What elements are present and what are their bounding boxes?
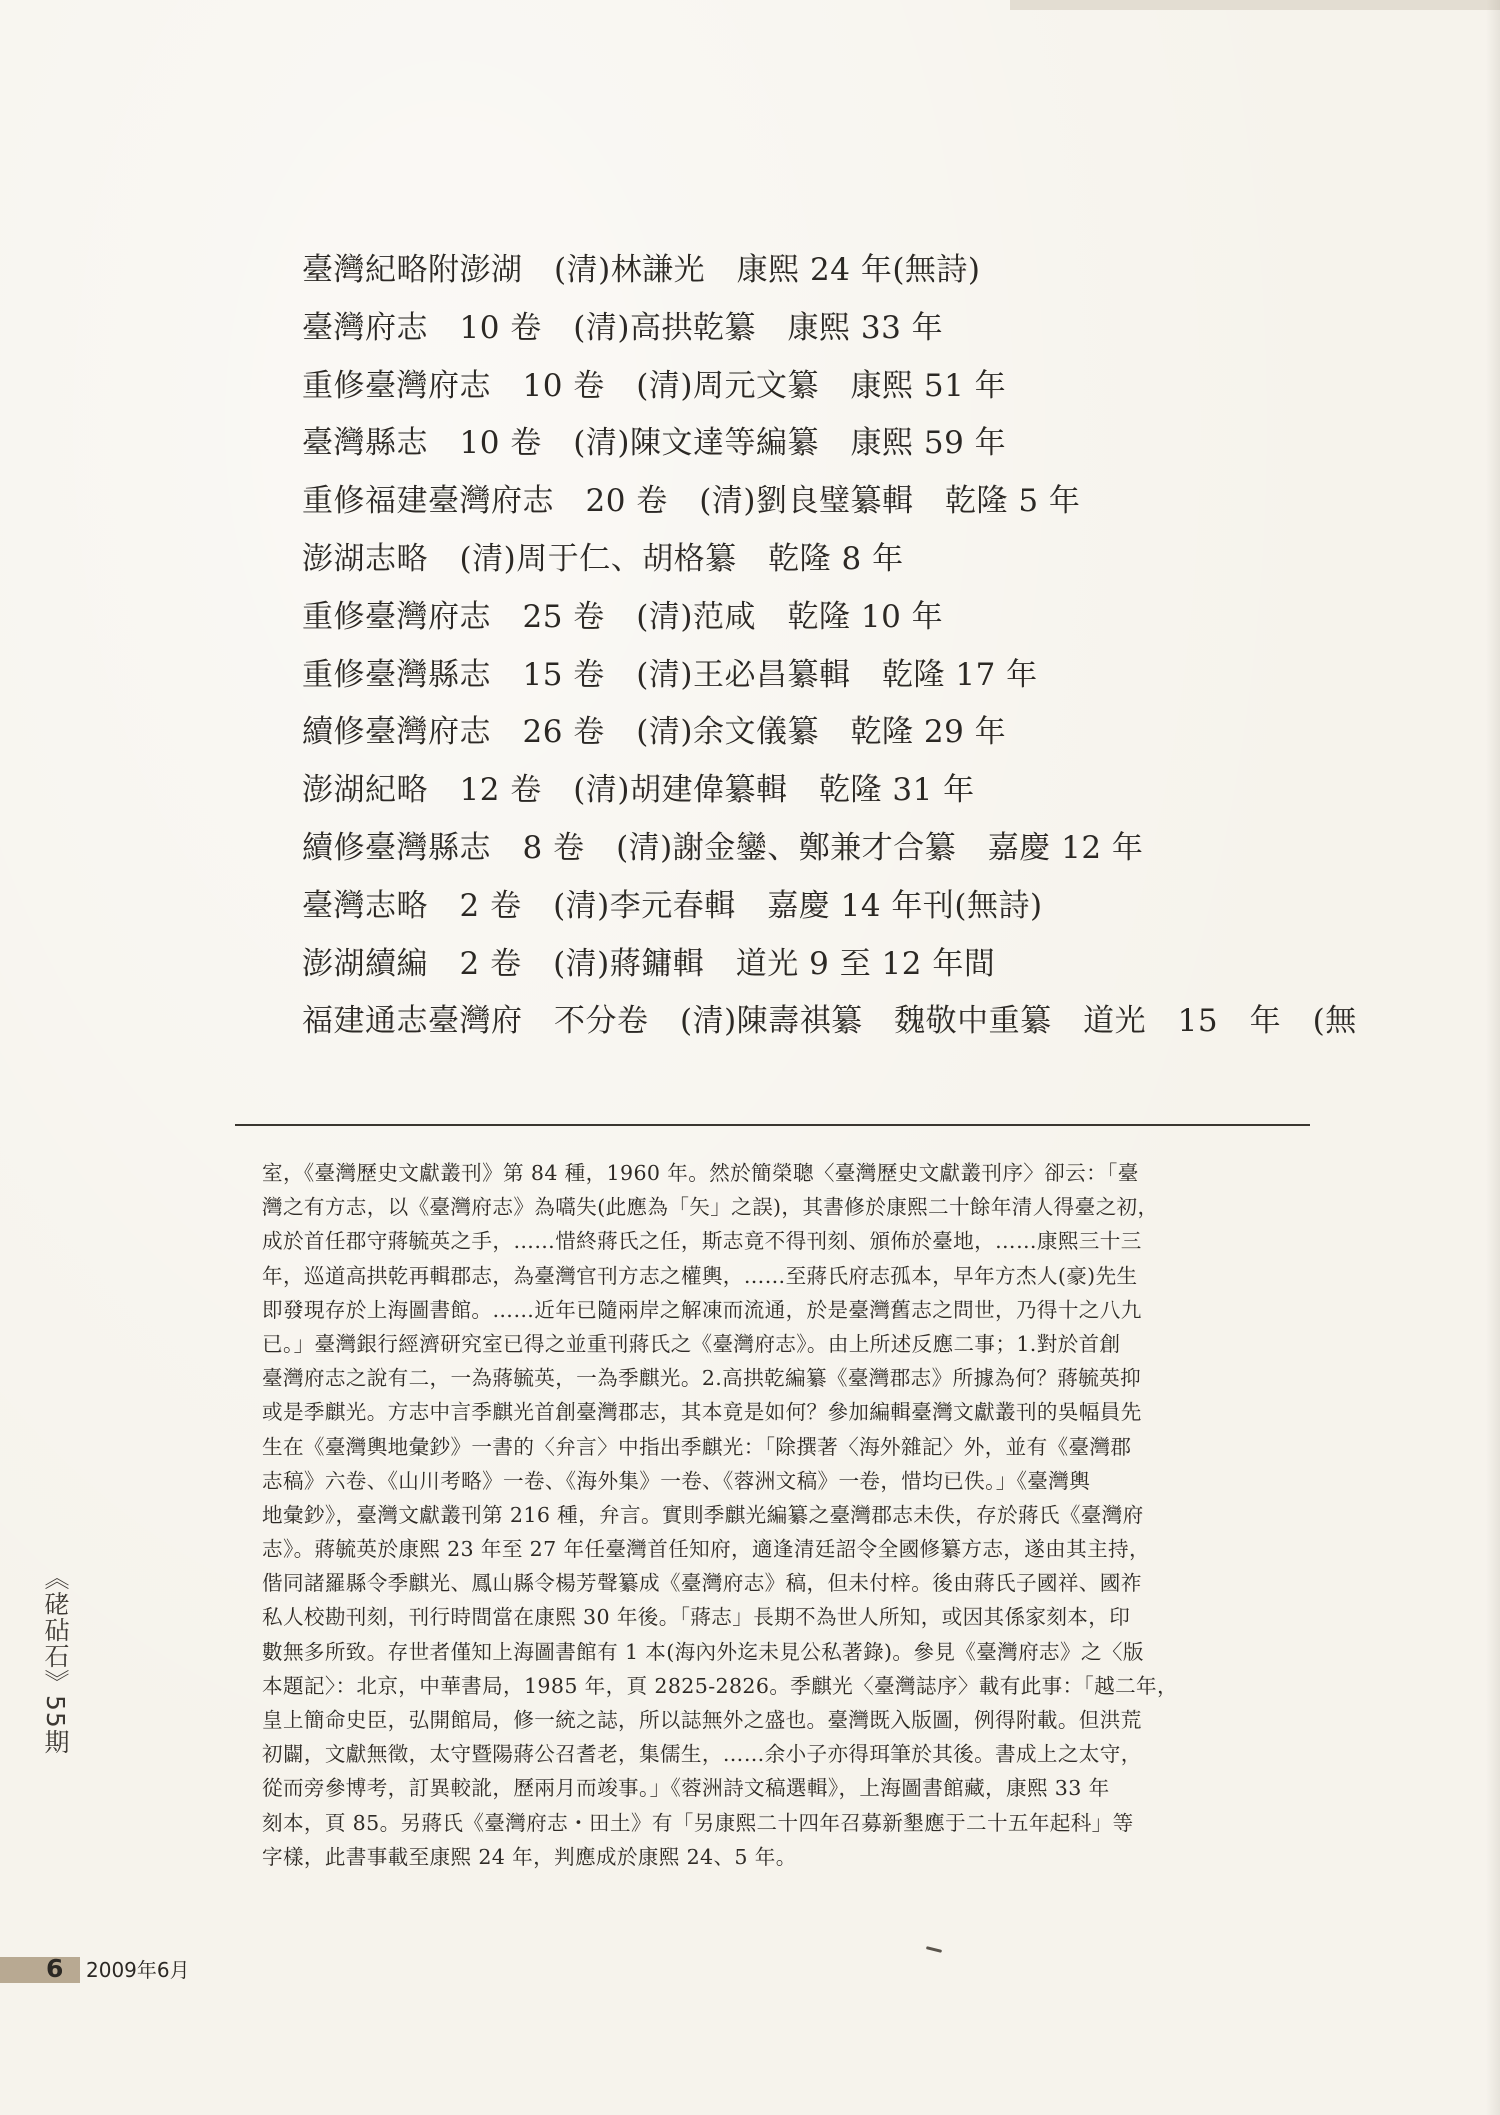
footnote-line: 志稿》六卷、《山川考略》一卷、《海外集》一卷、《蓉洲文稿》一卷，惜均已佚。」《臺灣輿 [262,1468,1091,1493]
source-list-item: 續修臺灣縣志 8 卷 (清)謝金鑾、鄭兼才合纂 嘉慶 12 年 [302,829,1144,866]
source-list-item: 臺灣紀略附澎湖 (清)林謙光 康熙 24 年(無詩) [302,252,981,288]
footnote-separator [235,1124,1310,1126]
source-list-item: 澎湖志略 (清)周于仁、胡格纂 乾隆 8 年 [302,540,904,577]
footnote-line: 志》。蔣毓英於康熙 23 年至 27 年任臺灣首任知府，適逢清廷詔令全國修纂方志，遂由其主持， [262,1537,1150,1562]
footnote-line: 已。」臺灣銀行經濟研究室已得之並重刊蔣氏之《臺灣府志》。由上所述反應二事；1.對於首創 [262,1331,1121,1356]
source-list-item: 臺灣縣志 10 卷 (清)陳文達等編纂 康熙 59 年 [302,425,1007,462]
issue-date: 2009年6月 [86,1958,190,1982]
source-list-item: 臺灣志略 2 卷 (清)李元春輯 嘉慶 14 年刊(無詩) [302,887,1043,924]
scan-edge-mark [1010,0,1500,10]
source-list-item: 臺灣府志 10 卷 (清)高拱乾纂 康熙 33 年 [302,309,944,346]
footnote-line: 偕同諸羅縣令季麒光、鳳山縣令楊芳聲纂成《臺灣府志》稿，但未付梓。後由蔣氏子國祥、國祚 [262,1571,1142,1596]
footnote-line: 刻本，頁 85。另蔣氏《臺灣府志・田土》有「另康熙二十四年召募新墾應于二十五年起科」等 [262,1810,1134,1835]
footnote-line: 成於首任郡守蔣毓英之手，……惜終蔣氏之任，斯志竟不得刊刻、頒佈於臺地，……康熙三十三 [262,1229,1142,1254]
page-number-band [0,1957,80,1983]
footnote-block [262,1156,1352,1874]
source-list-item: 福建通志臺灣府 不分卷 (清)陳壽祺纂 魏敬中重纂 道光 15 年 (無 [302,1003,1357,1040]
footnote-line: 灣之有方志，以《臺灣府志》為嚆失(此應為「矢」之誤)，其書修於康熙二十餘年清人得臺之初， [262,1195,1159,1220]
scan-speck [926,1946,942,1953]
footnote-line: 字樣，此書事載至康熙 24 年，判應成於康熙 24、5 年。 [262,1844,797,1869]
source-list-item: 重修臺灣府志 10 卷 (清)周元文纂 康熙 51 年 [302,367,1007,404]
footnote-line: 生在《臺灣輿地彙鈔》一書的〈弁言〉中指出季麒光：「除撰著〈海外雜記〉外，並有《臺灣郡 [262,1434,1132,1459]
source-list-item: 重修福建臺灣府志 20 卷 (清)劉良璧纂輯 乾隆 5 年 [302,483,1081,520]
footnote-line: 即發現存於上海圖書館。……近年已隨兩岸之解凍而流通，於是臺灣舊志之問世，乃得十之八九 [262,1297,1142,1322]
footnote-line: 本題記〉：北京，中華書局，1985 年，頁 2825-2826。季麒光〈臺灣誌序〉載有此事：「越二年， [262,1673,1178,1698]
footnote-line: 年，巡道高拱乾再輯郡志，為臺灣官刊方志之權輿，……至蔣氏府志孤本，早年方杰人(豪)先生 [262,1263,1138,1288]
source-list-item: 澎湖續編 2 卷 (清)蔣鏞輯 道光 9 至 12 年間 [302,945,996,982]
source-list-item: 重修臺灣府志 25 卷 (清)范咸 乾隆 10 年 [302,598,944,635]
footnote-line: 數無多所致。存世者僅知上海圖書館有 1 本(海內外迄未見公私著錄)。參見《臺灣府志》之〈版 [262,1639,1144,1664]
page-number: 6 [46,1954,64,1983]
footnote-line: 地彙鈔》，臺灣文獻叢刊第 216 種，弁言。實則季麒光編纂之臺灣郡志未佚，存於蔣氏《臺灣府 [262,1502,1144,1527]
journal-title-vertical: 《硓砧石》55期 [41,1565,70,1755]
footnote-line: 或是季麒光。方志中言季麒光首創臺灣郡志，其本竟是如何？參加編輯臺灣文獻叢刊的吳幅員先 [262,1400,1142,1425]
footnote-line: 室，《臺灣歷史文獻叢刊》第 84 種，1960 年。然於簡榮聰〈臺灣歷史文獻叢刊序〉卻云：「臺 [262,1161,1139,1185]
source-list-item: 澎湖紀略 12 卷 (清)胡建偉纂輯 乾隆 31 年 [302,772,975,809]
scan-edge-shadow [1486,0,1500,2115]
source-list-item: 重修臺灣縣志 15 卷 (清)王必昌纂輯 乾隆 17 年 [302,656,1038,693]
footnote-line: 私人校勘刊刻，刊行時間當在康熙 30 年後。「蔣志」長期不為世人所知，或因其係家刻本，印 [262,1605,1131,1630]
footnote-line: 皇上簡命史臣，弘開館局，修一統之誌，所以誌無外之盛也。臺灣既入版圖，例得附載。但洪荒 [262,1708,1142,1732]
footnote-line: 臺灣府志之說有二，一為蔣毓英，一為季麒光。2.高拱乾編纂《臺灣郡志》所據為何？蔣毓英抑 [262,1366,1142,1391]
gazetteer-source-list [302,242,1452,1051]
footnote-line: 初闢，文獻無徵，太守暨陽蔣公召耆老，集儒生，……余小子亦得珥筆於其後。書成上之太守， [262,1742,1142,1767]
source-list-item: 續修臺灣府志 26 卷 (清)余文儀纂 乾隆 29 年 [302,714,1007,751]
footnote-line: 從而旁參博考，訂異較訛，歷兩月而竣事。」《蓉洲詩文稿選輯》，上海圖書館藏，康熙 33 年 [262,1776,1110,1801]
